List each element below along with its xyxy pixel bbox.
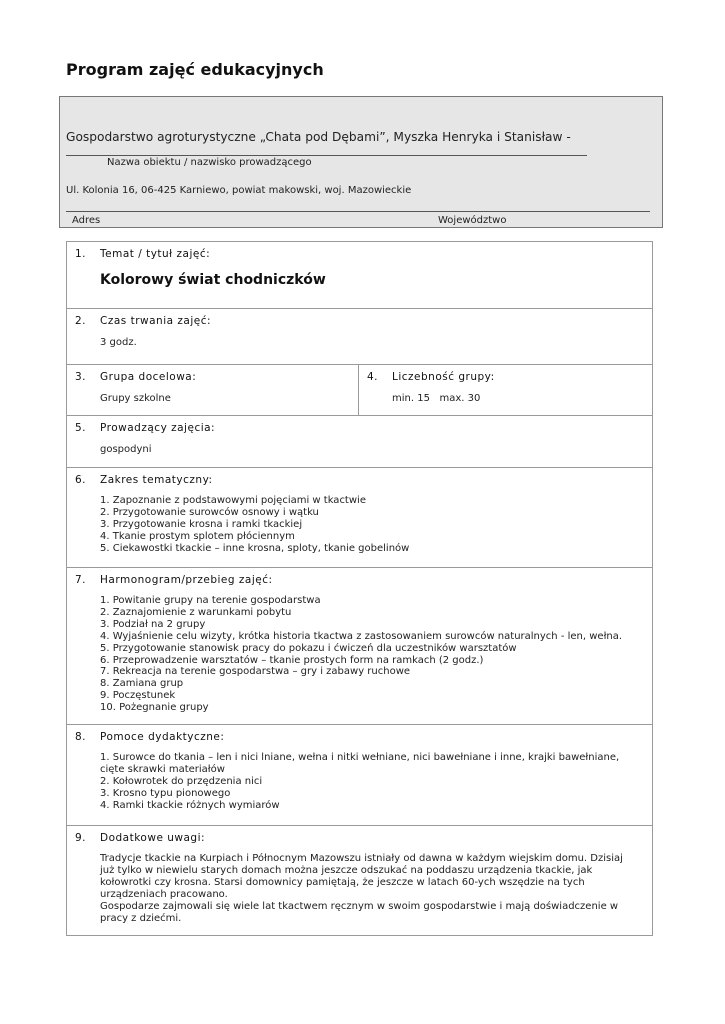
section-label: Harmonogram/przebieg zajęć: [100,574,273,586]
section-number: 4. [367,371,379,383]
list-item: 4. Ramki tkackie różnych wymiarów [100,799,280,811]
section-number: 9. [75,832,87,844]
list-item: 3. Przygotowanie krosna i ramki tkackiej [100,518,303,530]
list-item: 2. Kołowrotek do przędzenia nici [100,775,263,787]
notes-paragraph: Gospodarze zajmowali się wiele lat tkactwem ręcznym w swoim gospodarstwie i mają doświadczenie w pracy z dziećmi. [100,901,619,924]
list-item: 3. Podział na 2 grupy [100,618,206,630]
program-form [66,241,653,936]
list-item: cięte skrawki materiałów [100,763,225,775]
scope-list [100,495,409,555]
section-schedule [67,568,652,725]
object-name: Gospodarstwo agroturystyczne „Chata pod Dębami”, Myszka Henryka i Stanisław - [66,130,571,144]
section-number: 6. [75,474,87,486]
section-notes [67,826,652,935]
section-scope [67,468,652,568]
list-item: 8. Zamiana grup [100,678,184,690]
address-caption: Adres [72,215,101,226]
section-label: Prowadzący zajęcia: [100,422,216,434]
section-number: 8. [75,731,87,743]
topic-title: Kolorowy świat chodniczków [100,272,326,288]
address-value: Ul. Kolonia 16, 06-425 Karniewo, powiat makowski, woj. Mazowieckie [66,185,412,196]
duration-value: 3 godz. [100,337,137,348]
section-number: 7. [75,574,87,586]
section-group-size [359,365,652,415]
list-item: 2. Przygotowanie surowców osnowy i wątku [100,506,319,518]
list-item: 1. Surowce do tkania – len i nici lniane, wełna i nitki wełniane, nici bawełniane i inne, krajki bawełniane, [100,752,620,763]
section-label: Czas trwania zajęć: [100,315,212,327]
notes-paragraph: Tradycje tkackie na Kurpiach i Północnym Mazowszu istniały od dawna w każdym wiejskim domu. Dzisiaj już tylko w niewielu starych domach można jeszcze odszukać na poddaszu urządzenia tkackie, jak kołowrotki czy krosna. Starsi domownicy pamiętają, że jeszcze w latach 60-ych wszędzie na tych urządzeniach pracowano. [100,853,623,900]
list-item: 3. Krosno typu pionowego [100,787,231,799]
object-name-caption: Nazwa obiektu / nazwisko prowadzącego [107,157,312,168]
list-item: 9. Poczęstunek [100,690,176,702]
group-size-value: min. 15 max. 30 [392,393,481,404]
list-item: 4. Tkanie prostym splotem płóciennym [100,530,295,542]
divider [66,155,587,156]
section-number: 3. [75,371,87,383]
section-duration [67,309,652,365]
header-info-box [59,96,663,228]
section-label: Temat / tytuł zajęć: [100,248,211,260]
voivodeship-caption: Województwo [438,215,507,226]
list-item: 7. Rekreacja na terenie gospodarstwa – gry i zabawy ruchowe [100,666,411,678]
section-target-group [67,365,359,415]
list-item: 10. Pożegnanie grupy [100,702,209,714]
section-label: Liczebność grupy: [392,371,495,383]
teaching-aids-list [100,752,619,812]
section-teaching-aids [67,725,652,826]
instructor-value: gospodyni [100,444,152,455]
list-item: 5. Przygotowanie stanowisk pracy do pokazu i ćwiczeń dla uczestników warsztatów [100,642,517,654]
target-group-value: Grupy szkolne [100,393,171,404]
divider [66,211,650,212]
schedule-list [100,595,622,714]
section-label: Grupa docelowa: [100,371,197,383]
list-item: 6. Przeprowadzenie warsztatów – tkanie prostych form na ramkach (2 godz.) [100,654,484,666]
section-label: Zakres tematyczny: [100,474,213,486]
section-group-row [67,365,652,416]
list-item: 5. Ciekawostki tkackie – inne krosna, sploty, tkanie gobelinów [100,542,410,554]
section-number: 1. [75,248,87,260]
page-title: Program zajęć edukacyjnych [66,60,324,79]
list-item: 1. Powitanie grupy na terenie gospodarstwa [100,595,321,606]
list-item: 1. Zapoznanie z podstawowymi pojęciami w tkactwie [100,495,366,506]
section-label: Dodatkowe uwagi: [100,832,206,844]
section-instructor [67,416,652,468]
list-item: 2. Zaznajomienie z warunkami pobytu [100,606,292,618]
section-number: 2. [75,315,87,327]
section-label: Pomoce dydaktyczne: [100,731,225,743]
section-number: 5. [75,422,87,434]
section-topic [67,242,652,309]
list-item: 4. Wyjaśnienie celu wizyty, krótka historia tkactwa z zastosowaniem surowców naturalnych - len, wełna. [100,630,623,642]
